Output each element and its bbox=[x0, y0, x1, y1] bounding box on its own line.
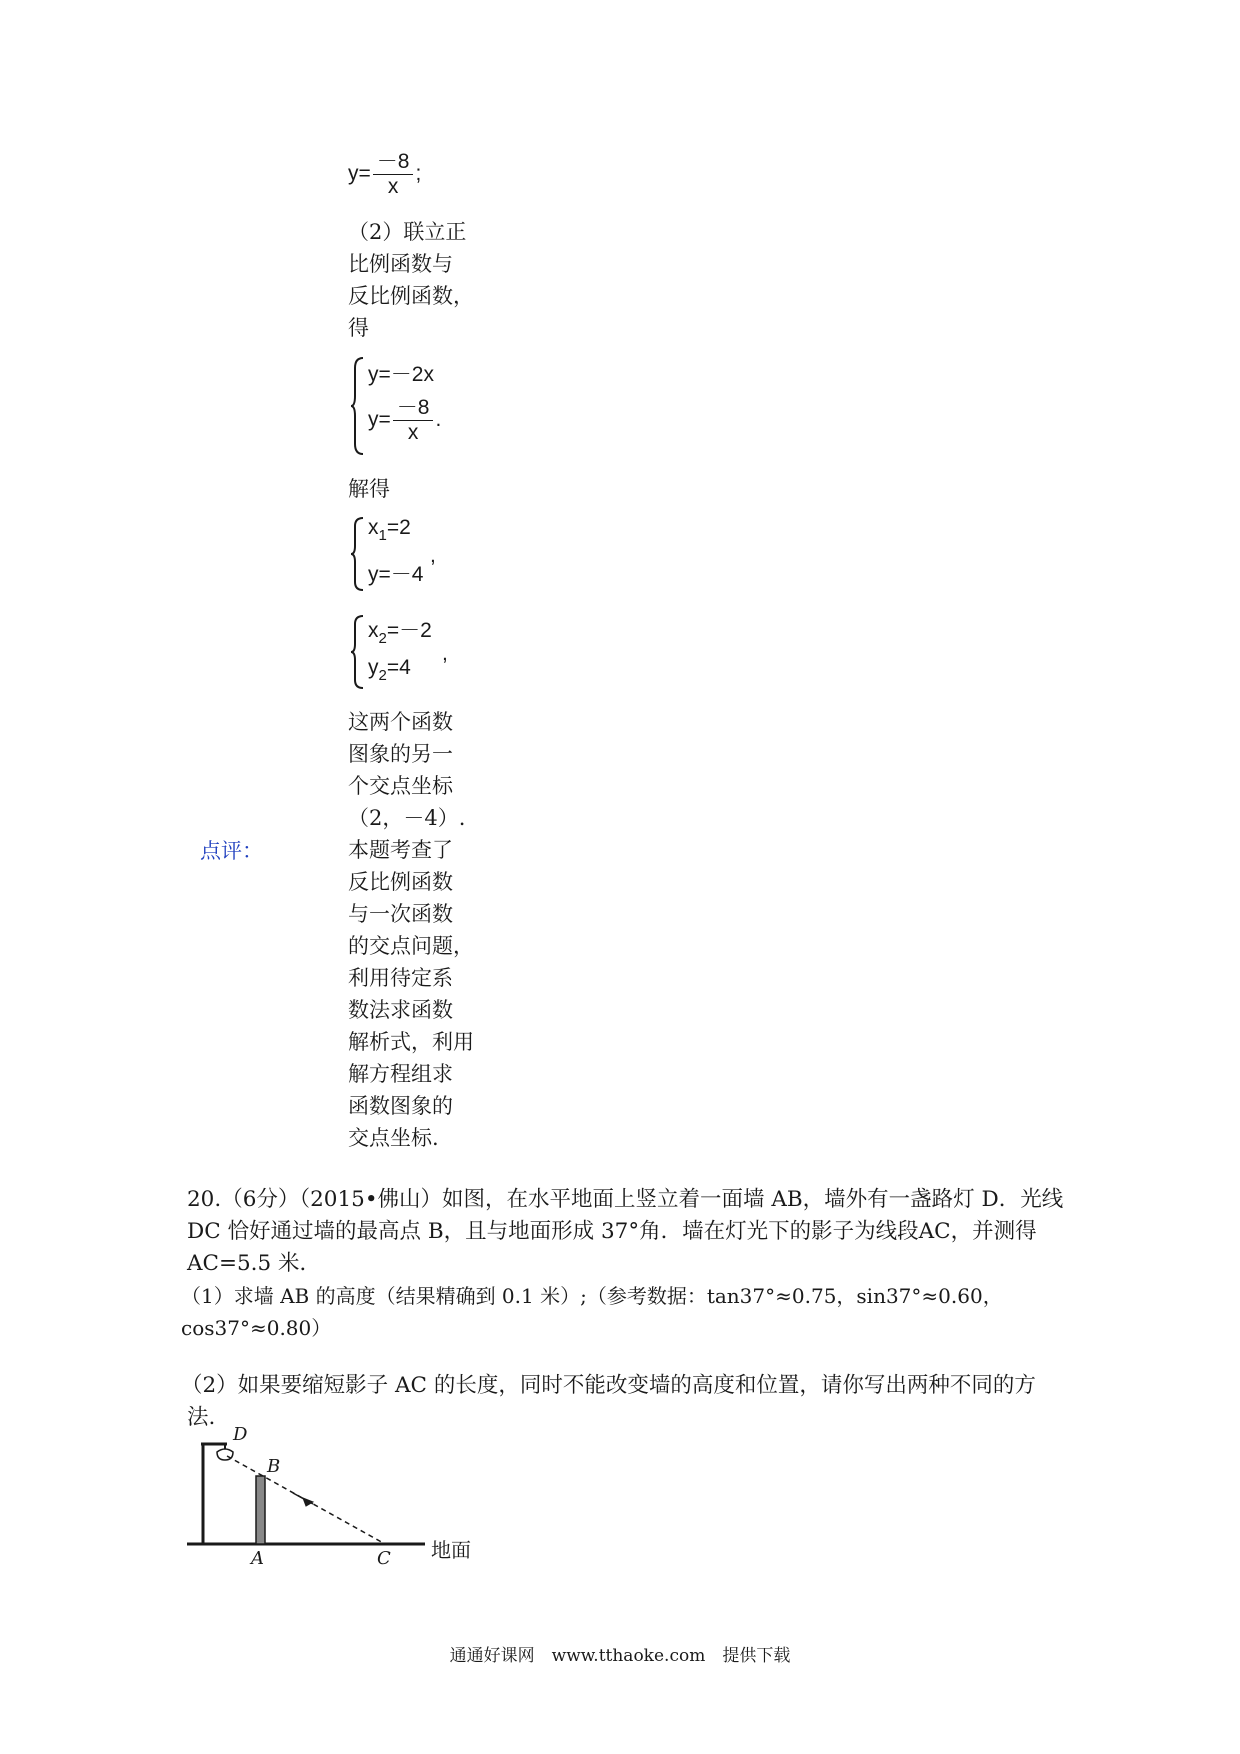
comment-line: 利用待定系 bbox=[348, 966, 453, 990]
label-ground: 地面 bbox=[431, 1538, 471, 1562]
comment-line: 数法求函数 bbox=[348, 998, 453, 1022]
subscript: 1 bbox=[378, 527, 387, 544]
label-c: C bbox=[377, 1548, 391, 1569]
solution-y1-row: y=－4 bbox=[368, 563, 424, 586]
solution-text-a bbox=[348, 216, 474, 344]
label-d: D bbox=[233, 1424, 248, 1445]
value: =－2 bbox=[386, 619, 432, 642]
fraction-numerator: －8 bbox=[373, 150, 414, 175]
left-brace-icon bbox=[350, 516, 366, 592]
wall-ab bbox=[256, 1476, 265, 1544]
equation-tail: . bbox=[435, 408, 442, 432]
question-line: 20.（6分）（2015•佛山）如图，在水平地面上竖立着一面墙 AB，墙外有一盏路灯 D．光线 bbox=[187, 1187, 1064, 1212]
solution-line: 反比例函数， bbox=[348, 284, 474, 308]
solution-tail: , bbox=[442, 642, 448, 665]
comment-line: 反比例函数 bbox=[348, 870, 453, 894]
arrow-shaft bbox=[293, 1493, 313, 1504]
fraction bbox=[373, 150, 414, 199]
fraction-denominator: x bbox=[407, 421, 419, 444]
question-part-1: （1）求墙 AB 的高度（结果精确到 0.1 米）;（参考数据：tan37°≈0.75，sin37°≈0.60，cos37°≈0.80） bbox=[181, 1284, 1003, 1340]
comment-line: 解析式，利用 bbox=[348, 1030, 474, 1054]
fraction bbox=[393, 396, 434, 445]
subscript: 2 bbox=[378, 667, 387, 684]
variable-x: x bbox=[368, 516, 379, 539]
question-part-2-line1: （2）如果要缩短影子 AC 的长度，同时不能改变墙的高度和位置，请你写出两种不同的方 bbox=[181, 1373, 1036, 1398]
equation-system-1 bbox=[350, 356, 470, 456]
equation-prefix: y= bbox=[368, 408, 391, 432]
solution-system-2 bbox=[350, 614, 470, 690]
solution-line: 得 bbox=[348, 316, 369, 340]
solution-jiede: 解得 bbox=[348, 477, 390, 501]
fraction-denominator: x bbox=[387, 175, 399, 198]
solution-line: （2）联立正 bbox=[348, 220, 467, 244]
label-a: A bbox=[251, 1548, 264, 1569]
solution-line: 个交点坐标 bbox=[348, 774, 453, 798]
solution-x2-row bbox=[368, 614, 432, 647]
comment-line: 的交点问题， bbox=[348, 934, 474, 958]
equation-y-neg8-over-x bbox=[348, 150, 421, 199]
system-row-2 bbox=[368, 396, 441, 445]
equation-prefix: y= bbox=[348, 162, 371, 186]
solution-line: 这两个函数 bbox=[348, 710, 453, 734]
wall-lamp-figure bbox=[185, 1420, 505, 1570]
question-line: DC 恰好通过墙的最高点 B，且与地面形成 37°角．墙在灯光下的影子为线段AC，并测得 bbox=[187, 1219, 1037, 1244]
comment-line: 本题考查了 bbox=[348, 838, 453, 862]
variable-x: x bbox=[368, 619, 379, 642]
solution-text-b bbox=[348, 706, 465, 834]
subscript: 2 bbox=[378, 630, 387, 647]
solution-line: 比例函数与 bbox=[348, 252, 453, 276]
variable-y: y bbox=[368, 656, 379, 679]
value: =4 bbox=[386, 656, 411, 679]
solution-line: （2，－4）. bbox=[348, 806, 466, 830]
comment-line: 解方程组求 bbox=[348, 1062, 453, 1086]
solution-y2-row bbox=[368, 656, 411, 684]
system-row-1: y=－2x bbox=[368, 363, 434, 386]
comment-line: 函数图象的 bbox=[348, 1094, 453, 1118]
solution-line: 图象的另一 bbox=[348, 742, 453, 766]
left-brace-icon bbox=[350, 356, 366, 456]
comment-text bbox=[348, 834, 474, 1154]
comment-line: 交点坐标. bbox=[348, 1126, 439, 1150]
solution-tail: , bbox=[430, 544, 436, 567]
fraction-numerator: －8 bbox=[393, 396, 434, 421]
question-line: AC=5.5 米． bbox=[187, 1251, 322, 1276]
left-brace-icon bbox=[350, 614, 366, 690]
comment-line: 与一次函数 bbox=[348, 902, 453, 926]
value: =2 bbox=[386, 516, 411, 539]
solution-system-1 bbox=[350, 516, 460, 592]
solution-x1-row bbox=[368, 516, 411, 544]
comment-label: 点评： bbox=[200, 839, 263, 863]
question-20 bbox=[181, 1184, 1107, 1434]
question-part-2-line2: 法. bbox=[187, 1405, 216, 1430]
label-b: B bbox=[267, 1456, 281, 1477]
equation-tail: ; bbox=[415, 162, 422, 186]
page-footer: 通通好课网 www.tthaoke.com 提供下载 bbox=[449, 1646, 791, 1666]
